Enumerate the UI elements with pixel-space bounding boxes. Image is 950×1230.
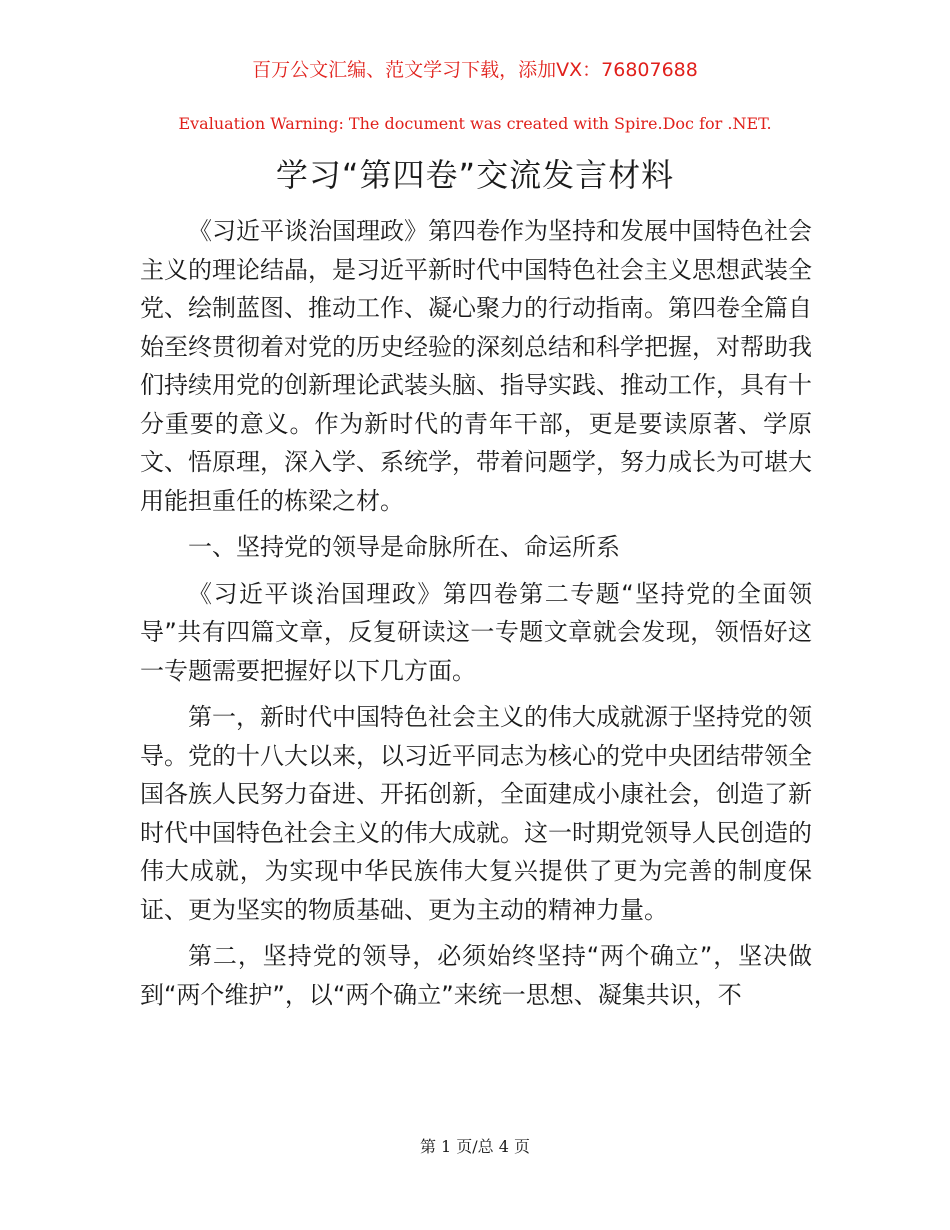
- paragraph-point-1: 第一，新时代中国特色社会主义的伟大成就源于坚持党的领导。党的十八大以来，以习近平同志为核心的党中央团结带领全国各族人民努力奋进、开拓创新，全面建成小康社会，创造了新时代中国特色社会主义的伟大成就。这一时期党领导人民创造的伟大成就，为实现中华民族伟大复兴提供了更为完善的制度保证、更为坚实的物质基础、更为主动的精神力量。: [140, 703, 812, 924]
- page-footer: 第 1 页/总 4 页: [419, 1137, 531, 1156]
- paragraph-section-intro: 《习近平谈治国理政》第四卷第二专题“坚持党的全面领导”共有四篇文章，反复研读这一专题文章就会发现，领悟好这一专题需要把握好以下几方面。: [140, 579, 812, 685]
- section-heading-1: 一、坚持党的领导是命脉所在、命运所系: [188, 533, 620, 561]
- paragraph-point-2: 第二，坚持党的领导，必须始终坚持“两个确立”，坚决做到“两个维护”，以“两个确立”来统一思想、凝集共识，不: [140, 942, 812, 1009]
- paragraph-intro: 《习近平谈治国理政》第四卷作为坚持和发展中国特色社会主义的理论结晶，是习近平新时代中国特色社会主义思想武装全党、绘制蓝图、推动工作、凝心聚力的行动指南。第四卷全篇自始至终贯彻着对党的历史经验的深刻总结和科学把握，对帮助我们持续用党的创新理论武装头脑、指导实践、推动工作，具有十分重要的意义。作为新时代的青年干部，更是要读原著、学原文、悟原理，深入学、系统学，带着问题学，努力成长为可堪大用能担重任的栋梁之材。: [140, 217, 812, 515]
- document-body: [140, 212, 812, 1022]
- evaluation-warning: Evaluation Warning: The document was created with Spire.Doc for .NET.: [178, 114, 772, 133]
- document-title: 学习“第四卷”交流发言材料: [275, 156, 675, 194]
- header-ad-banner: 百万公文汇编、范文学习下载，添加VX：76807688: [252, 59, 698, 81]
